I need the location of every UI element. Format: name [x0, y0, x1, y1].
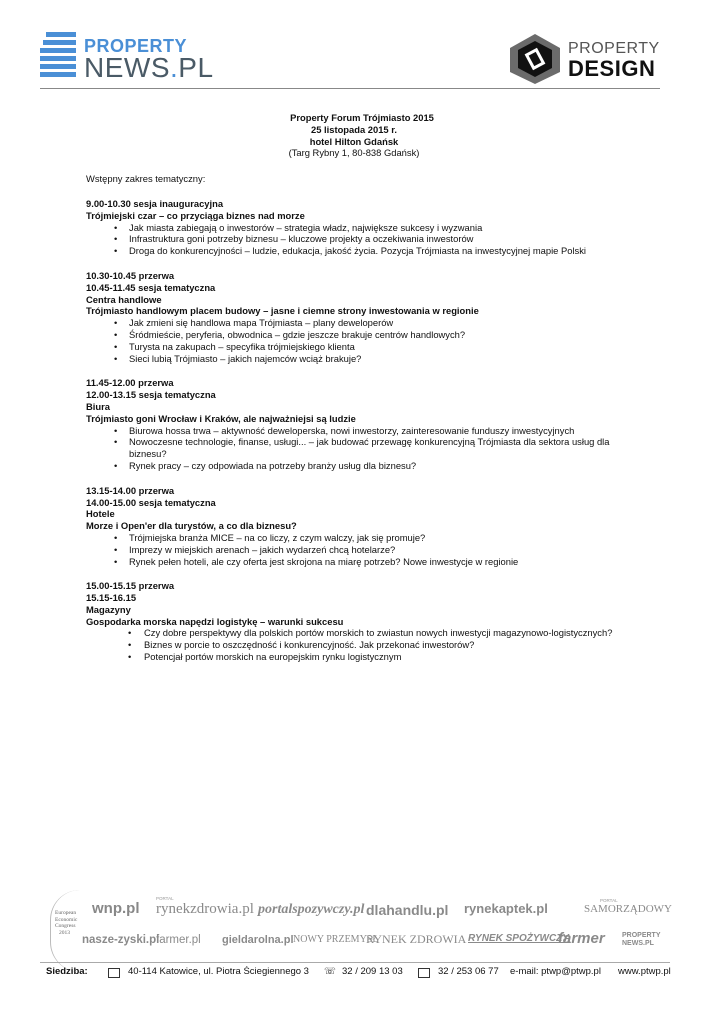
- eec-line: 2013: [59, 929, 70, 936]
- list-item: • Jak zmieni się handlowa mapa Trójmiasta – plany deweloperów: [86, 317, 686, 329]
- section-line: 13.15-14.00 przerwa: [86, 484, 175, 496]
- list-item: • Biznes w porcie to oszczędność i konkurencyjność. Jak przekonać inwestorów?: [100, 639, 686, 651]
- footer-email: e-mail: ptwp@ptwp.pl: [510, 966, 601, 977]
- rynekaptek-logo: rynekaptek.pl: [464, 901, 548, 916]
- footer-contact: [46, 966, 676, 980]
- logo-right-top: PROPERTY: [568, 40, 660, 57]
- rynek-zdrowia-logo: RYNEK ZDROWIA: [366, 932, 467, 946]
- eec-line: Economic: [55, 916, 78, 923]
- property-news-logo: [40, 32, 220, 84]
- event-title: Property Forum Trójmiasto 2015: [290, 112, 434, 123]
- list-item: • Śródmieście, peryferia, obwodnica – gdzie jeszcze brakuje centrów handlowych?: [86, 329, 686, 341]
- section-line: 10.45-11.45 sesja tematyczna: [86, 281, 216, 293]
- agenda-section-2: [86, 270, 686, 364]
- section-line: Trójmiasto handlowym placem budowy – jasne i ciemne strony inwestowania w regionie: [86, 305, 479, 317]
- nasze-zyski-logo: nasze-zyski.pl: [82, 934, 160, 946]
- partner-logos: [40, 886, 680, 956]
- eec-logo: [50, 890, 89, 972]
- gieldarolna-logo: gieldarolna.pl: [222, 934, 294, 946]
- header-divider: [40, 88, 660, 89]
- title-block: [86, 112, 638, 159]
- bullet-list: [86, 532, 686, 567]
- bullet-list: [86, 317, 686, 364]
- event-date: 25 listopada 2015 r.: [311, 123, 397, 135]
- portalspozywczy-logo: portalspozywczy.pl: [258, 902, 365, 917]
- dlahandlu-logo: dlahandlu.pl: [366, 902, 449, 918]
- header: [0, 0, 724, 92]
- logo-left-bottom: NEWS.PL: [84, 52, 214, 83]
- envelope-icon: [108, 968, 120, 978]
- section-line: Gospodarka morska napędzi logistykę – warunki sukcesu: [86, 615, 344, 627]
- portal-prefix: PORTAL: [600, 898, 618, 903]
- stripes-icon: [40, 32, 76, 82]
- footer-divider: [40, 962, 670, 963]
- list-item: • Trójmiejska branża MICE – na co liczy, z czym walczy, jak się promuje?: [86, 532, 686, 544]
- list-item: • Droga do konkurencyjności – ludzie, edukacja, jakość życia. Pozycja Trójmiasta na inwestycyjnej mapie Polski: [86, 245, 686, 257]
- bullet-list: [86, 425, 686, 472]
- footer-fax: 32 / 253 06 77: [438, 966, 499, 977]
- list-item: • Rynek pełen hoteli, ale czy oferta jest skrojona na miarę potrzeb? Nowe inwestycje w regionie: [86, 556, 686, 568]
- list-item: • Rynek pracy – czy odpowiada na potrzeby branży usług dla biznesu?: [86, 460, 686, 472]
- list-item: • Turysta na zakupach – specyfika trójmiejskiego klienta: [86, 341, 686, 353]
- farmer-logo: farmer: [558, 930, 605, 947]
- section-line: Magazyny: [86, 603, 131, 615]
- list-item: • Biurowa hossa trwa – aktywność deweloperska, nowi inwestorzy, zainteresowanie funduszy inwestycyjnych: [86, 425, 686, 437]
- portal-prefix: PORTAL: [156, 896, 174, 901]
- agenda-section-5: [86, 580, 686, 663]
- event-venue: hotel Hilton Gdańsk: [309, 135, 399, 147]
- section-line: 11.45-12.00 przerwa: [86, 377, 174, 389]
- samorzadowy-logo: SAMORZĄDOWY: [584, 903, 672, 915]
- section-line: Trójmiasto goni Wrocław i Kraków, ale najważniejsi są ludzie: [86, 412, 356, 424]
- agenda-section-4: [86, 485, 686, 568]
- property-design-logo: [508, 32, 678, 88]
- bullet-list: [100, 627, 686, 662]
- intro-text: Wstępny zakres tematyczny:: [86, 173, 206, 185]
- section-line: 15.15-16.15: [86, 592, 137, 604]
- nowy-przemysl-logo: NOWY PRZEMYSŁ: [293, 934, 379, 945]
- document-body: [86, 112, 686, 663]
- section-line: Hotele: [86, 508, 115, 520]
- section-line: Morze i Open'er dla turystów, a co dla biznesu?: [86, 520, 297, 532]
- cube-logo-icon: [508, 32, 562, 86]
- rynekzdrowia-logo: rynekzdrowia.pl: [156, 901, 254, 917]
- farmer-pl-logo: farmer.pl: [156, 934, 201, 946]
- eec-line: European: [55, 910, 77, 916]
- section-line: 15.00-15.15 przerwa: [86, 580, 175, 592]
- list-item: • Sieci lubią Trójmiasto – jakich najemców wciąż brakuje?: [86, 353, 686, 365]
- footer-www: www.ptwp.pl: [618, 966, 671, 977]
- eec-line: Congress: [55, 923, 76, 929]
- rynek-spozywczy-logo: RYNEK SPOŻYWCZY: [468, 933, 569, 944]
- property-news-small-logo: PROPERTY NEWS.PL: [622, 932, 661, 947]
- wnp-logo: wnp.pl: [92, 900, 140, 917]
- section-line: Trójmiejski czar – co przyciąga biznes nad morze: [86, 209, 305, 221]
- section-line: Centra handlowe: [86, 293, 162, 305]
- list-item: • Infrastruktura goni potrzeby biznesu – kluczowe projekty a oczekiwania inwestorów: [86, 233, 686, 245]
- list-item: • Imprezy w miejskich arenach – jakich wydarzeń chcą hotelarze?: [86, 544, 686, 556]
- phone-icon: ☏: [324, 966, 336, 977]
- list-item: • Czy dobre perspektywy dla polskich portów morskich to zwiastun nowych inwestycji magazynowo-logistycznych?: [100, 627, 686, 639]
- agenda-section-3: [86, 377, 686, 471]
- footer-address: 40-114 Katowice, ul. Piotra Ściegiennego 3: [128, 966, 309, 977]
- section-line: 10.30-10.45 przerwa: [86, 269, 175, 281]
- bullet-list: [86, 222, 686, 257]
- fax-icon: [418, 968, 430, 978]
- footer-label: Siedziba:: [46, 966, 88, 977]
- section-line: 14.00-15.00 sesja tematyczna: [86, 496, 216, 508]
- section-line: 12.00-13.15 sesja tematyczna: [86, 389, 216, 401]
- logo-left-top: PROPERTY: [84, 36, 188, 56]
- list-item: • Potencjał portów morskich na europejskim rynku logistycznym: [100, 651, 686, 663]
- footer-phone: 32 / 209 13 03: [342, 966, 403, 977]
- list-item: • Nowoczesne technologie, finanse, usługi... – jak budować przewagę konkurencyjną Trójmiasta dla sektora usług dla biznesu?: [86, 436, 686, 460]
- agenda-section-1: [86, 198, 686, 257]
- list-item: • Jak miasta zabiegają o inwestorów – strategia władz, największe sukcesy i wyzwania: [86, 222, 686, 234]
- event-address: (Targ Rybny 1, 80-838 Gdańsk): [288, 147, 420, 159]
- section-line: 9.00-10.30 sesja inauguracyjna: [86, 197, 224, 209]
- logo-right-bottom: DESIGN: [568, 56, 656, 81]
- section-line: Biura: [86, 400, 110, 412]
